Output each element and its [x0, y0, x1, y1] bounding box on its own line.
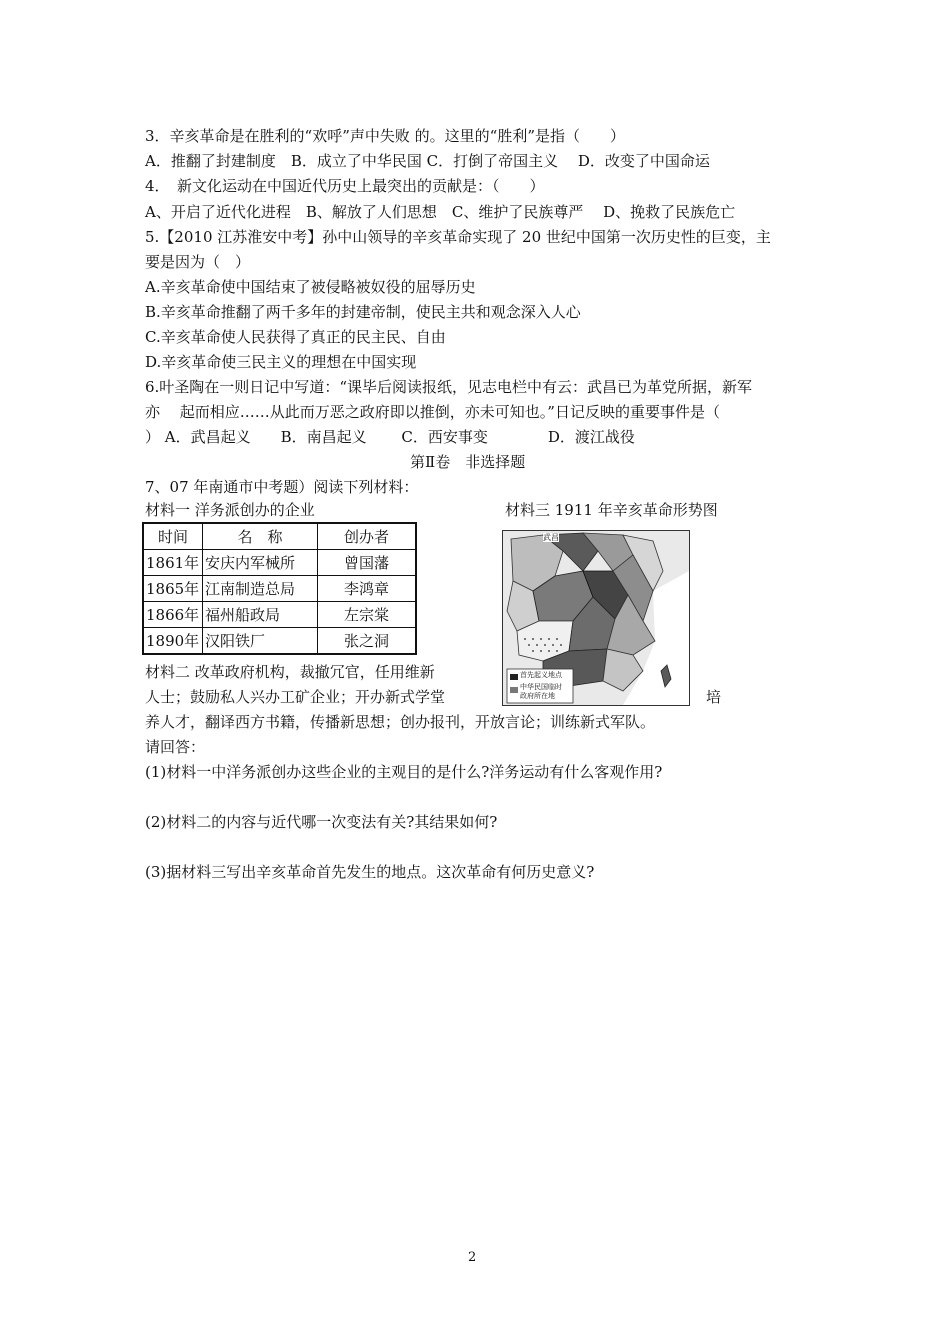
page-number: 2: [468, 1250, 477, 1265]
table-header-cell: 名 称: [203, 523, 318, 550]
material2-line2-tail: 培: [706, 688, 722, 706]
table-row: [143, 628, 416, 655]
section2-title: 第Ⅱ卷 非选择题: [410, 453, 526, 471]
table-cell: 江南制造总局: [203, 576, 318, 602]
material2-line1: 材料二 改革政府机构，裁撤冗官，任用维新: [145, 663, 435, 681]
table-cell: 1890年: [143, 628, 203, 655]
map-legend-2-line1: 中华民国临时: [520, 683, 562, 691]
table-cell: 1866年: [143, 602, 203, 628]
q5-option-b: B.辛亥革命推翻了两千多年的封建帝制，使民主共和观念深入人心: [145, 303, 581, 321]
enterprise-table: [142, 522, 417, 655]
q3-stem: 3．辛亥革命是在胜利的“欢呼”声中失败 的。这里的“胜利”是指（ ）: [145, 127, 625, 145]
table-row: [143, 602, 416, 628]
q4-stem: 4． 新文化运动在中国近代历史上最突出的贡献是：（ ）: [145, 177, 545, 195]
table-cell: 曾国藩: [318, 550, 417, 576]
revolution-map: [502, 530, 690, 706]
q6-line2: 亦 起而相应……从此而万恶之政府即以推倒，亦未可知也。”日记反映的重要事件是（: [145, 403, 720, 421]
sub-question-1: (1)材料一中洋务派创办这些企业的主观目的是什么?洋务运动有什么客观作用?: [145, 763, 663, 781]
table-row: [143, 576, 416, 602]
table-cell: 1865年: [143, 576, 203, 602]
table-cell: 1861年: [143, 550, 203, 576]
table-cell: 福州船政局: [203, 602, 318, 628]
q5-option-c: C.辛亥革命使人民获得了真正的民主民、自由: [145, 328, 446, 346]
q3-options: A．推翻了封建制度 B．成立了中华民国 C．打倒了帝国主义 D．改变了中国命运: [145, 152, 710, 170]
material2-line3: 养人才，翻译西方书籍，传播新思想；创办报刊，开放言论；训练新式军队。: [145, 713, 656, 731]
q4-options: A、开启了近代化进程 B、解放了人们思想 C、维护了民族尊严 D、挽救了民族危亡: [145, 203, 736, 221]
map-legend-1: 首先起义地点: [520, 671, 562, 679]
map-legend-2-line2: 政府所在地: [520, 692, 555, 700]
table-cell: 张之洞: [318, 628, 417, 655]
q5-stem-line2: 要是因为（ ）: [145, 253, 251, 271]
table-header-row: [143, 523, 416, 550]
q6-line1: 6.叶圣陶在一则日记中写道：“课毕后阅读报纸，见志电栏中有云：武昌已为革党所据，新军: [145, 378, 752, 396]
q7-intro: 7、07 年南通市中考题）阅读下列材料：: [145, 478, 419, 496]
material3-title: 材料三 1911 年辛亥革命形势图: [505, 501, 718, 519]
map-top-label: 武昌: [543, 533, 559, 542]
material1-title: 材料一 洋务派创办的企业: [145, 501, 315, 519]
material2-line2: 人士；鼓励私人兴办工矿企业；开办新式学堂: [145, 688, 446, 706]
q5-option-d: D.辛亥革命使三民主义的理想在中国实现: [145, 353, 417, 371]
table-header-cell: 时间: [143, 523, 203, 550]
table-cell: 安庆内军械所: [203, 550, 318, 576]
table-cell: 李鸿章: [318, 576, 417, 602]
table-cell: 左宗棠: [318, 602, 417, 628]
q5-stem-line1: 5.【2010 江苏淮安中考】孙中山领导的辛亥革命实现了 20 世纪中国第一次历史性的巨变，主: [145, 228, 771, 246]
sub-question-2: (2)材料二的内容与近代哪一次变法有关?其结果如何?: [145, 813, 498, 831]
table-row: [143, 550, 416, 576]
sub-question-3: (3)据材料三写出辛亥革命首先发生的地点。这次革命有何历史意义?: [145, 863, 595, 881]
q5-option-a: A.辛亥革命使中国结束了被侵略被奴役的屈辱历史: [145, 278, 476, 296]
answer-prompt: 请回答：: [145, 738, 206, 756]
q6-line3: ） A．武昌起义 B．南昌起义 C．西安事变 D．渡江战役: [145, 428, 635, 446]
table-cell: 汉阳铁厂: [203, 628, 318, 655]
table-header-cell: 创办者: [318, 523, 417, 550]
